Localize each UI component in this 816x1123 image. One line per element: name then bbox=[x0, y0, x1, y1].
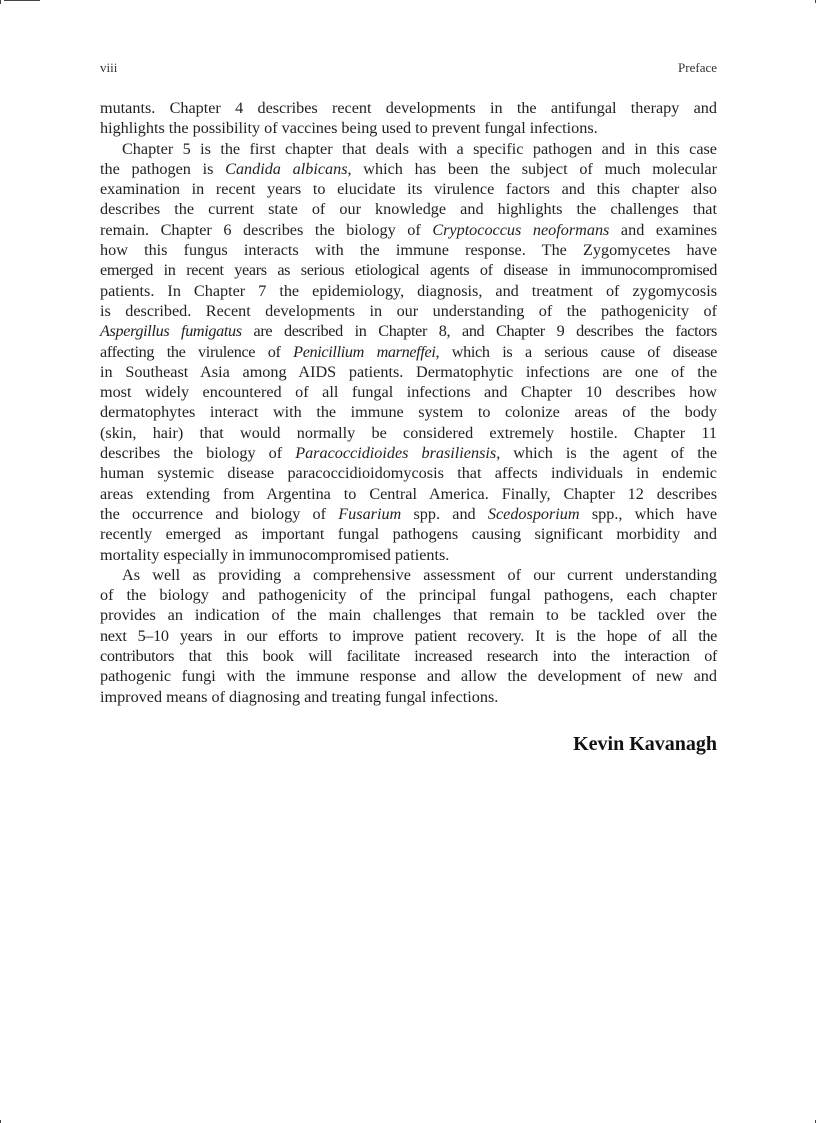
text-run: examination in recent years to elucidate its virulence factors and this chapter also bbox=[100, 180, 717, 199]
text-run: the pathogen is bbox=[100, 159, 226, 178]
text-line bbox=[100, 646, 717, 666]
text-run: , which is a serious cause of disease bbox=[435, 342, 717, 361]
text-run: mortality especially in immunocompromised patients. bbox=[100, 545, 450, 564]
text-line bbox=[100, 220, 717, 240]
text-line bbox=[100, 342, 717, 362]
text-line bbox=[100, 179, 717, 199]
text-line bbox=[100, 260, 717, 280]
text-line bbox=[100, 402, 717, 422]
text-line bbox=[100, 626, 717, 646]
text-run: patients. In Chapter 7 the epidemiology, diagnosis, and treatment of zygomycosis bbox=[100, 281, 717, 300]
italic-term: Fusarium bbox=[338, 504, 402, 523]
text-run: dermatophytes interact with the immune system to colonize areas of the body bbox=[100, 403, 717, 422]
paragraph bbox=[100, 98, 717, 139]
page-number: viii bbox=[100, 60, 118, 75]
text-run: describes the biology of bbox=[100, 444, 296, 463]
text-run: , which is the agent of the bbox=[496, 444, 718, 463]
text-line bbox=[100, 118, 717, 138]
text-run: recently emerged as important fungal pathogens causing significant morbidity and bbox=[100, 525, 717, 544]
text-run: contributors that this book will facilitate increased research into the interaction of bbox=[100, 647, 717, 666]
text-line bbox=[100, 585, 717, 605]
text-run: the occurrence and biology of bbox=[100, 504, 339, 523]
text-run: areas extending from Argentina to Central America. Finally, Chapter 12 describes bbox=[100, 484, 717, 503]
text-line bbox=[100, 524, 717, 544]
italic-term: Scedosporium bbox=[487, 504, 580, 523]
text-line bbox=[100, 281, 717, 301]
text-line bbox=[100, 321, 717, 341]
text-run: next 5–10 years in our efforts to improve patient recovery. It is the hope of all the bbox=[100, 626, 717, 645]
text-line bbox=[100, 504, 717, 524]
text-line bbox=[100, 463, 717, 483]
italic-term: Candida albicans bbox=[225, 159, 348, 178]
text-run: is described. Recent developments in our understanding of the pathogenicity of bbox=[100, 301, 717, 320]
text-run: human systemic disease paracoccidioidomycosis that affects individuals in endemic bbox=[100, 464, 717, 483]
text-run: , which has been the subject of much molecular bbox=[347, 159, 717, 178]
text-line bbox=[100, 382, 717, 402]
text-run: of the biology and pathogenicity of the principal fungal pathogens, each chapter bbox=[100, 586, 717, 605]
text-run: highlights the possibility of vaccines being used to prevent fungal infections. bbox=[100, 119, 598, 138]
text-run: affecting the virulence of bbox=[100, 342, 294, 361]
paragraph bbox=[100, 139, 717, 565]
text-line bbox=[100, 565, 717, 585]
text-line bbox=[100, 666, 717, 686]
text-line bbox=[100, 139, 717, 159]
text-line bbox=[100, 98, 717, 118]
text-line bbox=[100, 687, 717, 707]
text-line bbox=[100, 423, 717, 443]
text-line bbox=[100, 605, 717, 625]
text-line bbox=[100, 199, 717, 219]
text-line bbox=[100, 484, 717, 504]
running-head bbox=[100, 60, 717, 76]
text-run: most widely encountered of all fungal infections and Chapter 10 describes how bbox=[100, 383, 717, 402]
text-line bbox=[100, 545, 717, 565]
crop-mark bbox=[0, 0, 1, 4]
preface-body bbox=[100, 98, 717, 707]
text-run: pathogenic fungi with the immune response and allow the development of new and bbox=[100, 667, 717, 686]
text-run: are described in Chapter 8, and Chapter 9 describes the factors bbox=[241, 322, 717, 341]
text-line bbox=[100, 362, 717, 382]
text-run: spp. and bbox=[401, 504, 488, 523]
italic-term: Penicillium marneffei bbox=[293, 342, 436, 361]
text-line bbox=[100, 301, 717, 321]
text-run: how this fungus interacts with the immune response. The Zygomycetes have bbox=[100, 241, 717, 260]
text-run: in Southeast Asia among AIDS patients. Dermatophytic infections are one of the bbox=[100, 362, 717, 381]
text-run: improved means of diagnosing and treating fungal infections. bbox=[100, 687, 499, 706]
text-run: provides an indication of the main challenges that remain to be tackled over the bbox=[100, 606, 717, 625]
crop-mark bbox=[4, 0, 40, 1]
italic-term: Cryptococcus neoformans bbox=[432, 220, 610, 239]
running-title: Preface bbox=[678, 60, 717, 75]
text-run: and examines bbox=[609, 220, 717, 239]
text-run: mutants. Chapter 4 describes recent developments in the antifungal therapy and bbox=[100, 99, 717, 117]
text-run: emerged in recent years as serious etiological agents of disease in immunocompromised bbox=[100, 261, 717, 280]
text-run: describes the current state of our knowledge and highlights the challenges that bbox=[100, 200, 717, 219]
text-run: spp., which have bbox=[579, 504, 718, 523]
text-line bbox=[100, 159, 717, 179]
author-signature: Kevin Kavanagh bbox=[573, 733, 717, 755]
text-line bbox=[100, 443, 717, 463]
text-run: Chapter 5 is the first chapter that deals with a specific pathogen and in this case bbox=[122, 139, 717, 158]
text-run: (skin, hair) that would normally be considered extremely hostile. Chapter 11 bbox=[100, 423, 717, 442]
italic-term: Paracoccidioides brasiliensis bbox=[295, 444, 497, 463]
paragraph bbox=[100, 565, 717, 707]
text-line bbox=[100, 240, 717, 260]
italic-term: Aspergillus fumigatus bbox=[100, 322, 242, 341]
text-run: As well as providing a comprehensive assessment of our current understanding bbox=[122, 565, 717, 584]
text-run: remain. Chapter 6 describes the biology of bbox=[100, 220, 433, 239]
